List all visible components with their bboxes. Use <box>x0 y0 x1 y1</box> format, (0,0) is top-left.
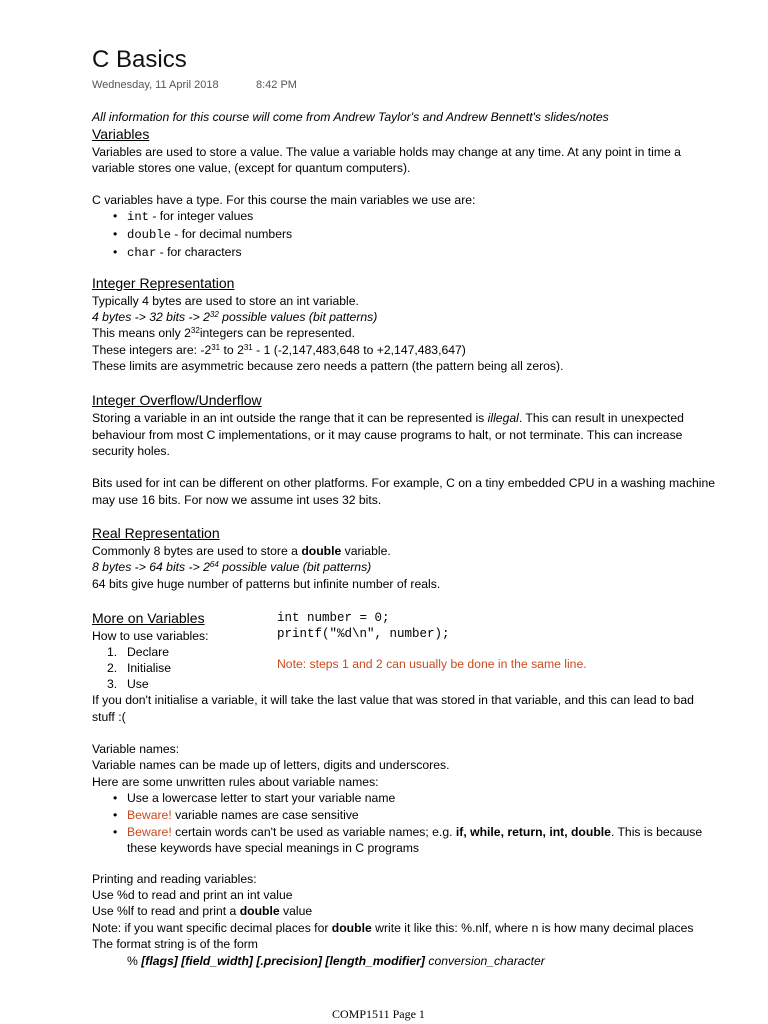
integer-line: This means only $2^{32}integers$ can be represented. <box>92 326 355 340</box>
page-time: 8:42 PM <box>256 79 297 91</box>
names-line: Variable names can be made up of letters, digits and underscores. <box>92 758 450 772</box>
overflow-line: Storing a variable in an int outside the range that it can be represented is illegal. This can result in unexpected <box>92 411 684 425</box>
heading-more-on-variables: More on Variables <box>92 610 205 626</box>
integer-line: These limits are asymmetric because zero needs a pattern (the pattern being all zeros). <box>92 359 564 373</box>
page-date: Wednesday, 11 April 2018 <box>92 79 219 91</box>
intro-text: All information for this course will come from Andrew Taylor's and Andrew Bennett's slides/notes <box>92 110 609 124</box>
list-item: • Beware! variable names are case sensitive <box>127 807 702 823</box>
how-to-use: How to use variables: <box>92 629 209 643</box>
format-string: % [flags] [field_width] [.precision] [length_modifier] conversion_character <box>127 954 545 968</box>
heading-integer-representation: Integer Representation <box>92 275 235 291</box>
list-item: • Use a lowercase letter to start your variable name <box>127 790 702 806</box>
types-list <box>127 208 292 261</box>
warn-line: stuff :( <box>92 710 126 724</box>
heading-variables: Variables <box>92 126 150 142</box>
rules-list <box>127 790 702 856</box>
integer-line: 4 bytes -> 32 bits -> $2^{32}$ possible values (bit patterns) <box>92 310 378 324</box>
page-title: C Basics <box>92 46 187 73</box>
list-item: • char - for characters <box>127 244 292 261</box>
variables-line: variable stores one value, (except for quantum computers). <box>92 161 411 175</box>
heading-integer-overflow: Integer Overflow/Underflow <box>92 392 262 408</box>
note-text: Note: steps 1 and 2 can usually be done in the same line. <box>277 657 587 671</box>
warn-line: If you don't initialise a variable, it will take the last value that was stored in that variable, and this can lead to bad <box>92 693 694 707</box>
real-line: 8 bytes -> 64 bits -> $2^{64}$ possible value (bit patterns) <box>92 560 372 574</box>
step-item: 1. Declare <box>107 645 169 659</box>
heading-real-representation: Real Representation <box>92 525 220 541</box>
integer-line: These integers are: $-2^{31}$ to $2^{31} - 1$ (-2,147,483,648 to +2,147,483,647) <box>92 343 466 357</box>
list-item: • int - for integer values <box>127 208 292 225</box>
real-line: 64 bits give huge number of patterns but infinite number of reals. <box>92 577 441 591</box>
code-line: printf("%d\n", number); <box>277 627 450 641</box>
types-intro: C variables have a type. For this course the main variables we use are: <box>92 193 476 207</box>
step-item: 3. Use <box>107 677 149 691</box>
overflow-line: Bits used for int can be different on other platforms. For example, C on a tiny embedded CPU in a washing machine <box>92 476 716 490</box>
printing-line: Use %d to read and print an int value <box>92 888 293 902</box>
real-line: Commonly 8 bytes are used to store a double variable. <box>92 544 391 558</box>
overflow-line: may use 16 bits. For now we assume int uses 32 bits. <box>92 493 382 507</box>
variables-line: Variables are used to store a value. The value a variable holds may change at any time. At any point in time a <box>92 145 681 159</box>
names-line: Here are some unwritten rules about variable names: <box>92 775 379 789</box>
overflow-line: behaviour from most C implementations, or it may cause programs to halt, or not terminate. This can increase <box>92 428 683 442</box>
code-line: int number = 0; <box>277 611 390 625</box>
printing-line: Use %lf to read and print a double value <box>92 904 313 918</box>
step-item: 2. Initialise <box>107 661 172 675</box>
list-item: • Beware! certain words can't be used as variable names; e.g. if, while, return, int, double. This is because <box>127 824 702 840</box>
list-item-continued: these keywords have special meanings in C programs <box>127 841 419 855</box>
overflow-line: security holes. <box>92 444 170 458</box>
printing-line: The format string is of the form <box>92 937 258 951</box>
integer-line: Typically 4 bytes are used to store an int variable. <box>92 294 359 308</box>
page-footer: COMP1511 Page 1 <box>332 1007 425 1021</box>
printing-label: Printing and reading variables: <box>92 872 257 886</box>
printing-line: Note: if you want specific decimal places for double write it like this: %.nlf, where n is how many decimal places <box>92 921 694 935</box>
list-item: • double - for decimal numbers <box>127 226 292 243</box>
names-label: Variable names: <box>92 742 180 756</box>
